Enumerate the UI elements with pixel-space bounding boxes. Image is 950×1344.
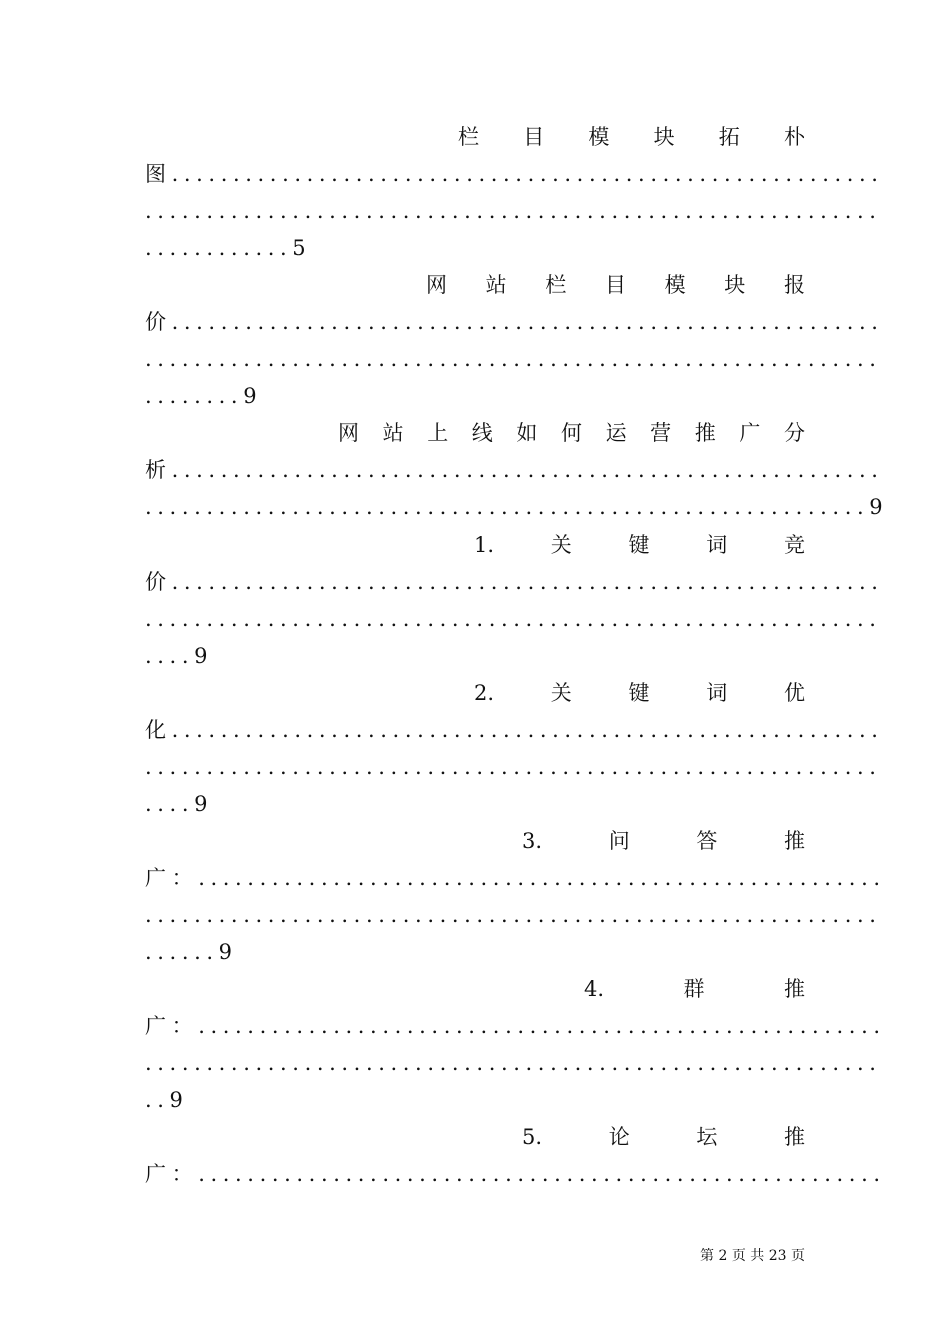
toc-page-number-line: ........9: [145, 384, 263, 408]
toc-entry-title: [338, 418, 805, 448]
title-char: 朴: [783, 125, 805, 149]
toc-entry-title: [584, 974, 805, 1004]
title-char: 何: [560, 421, 582, 445]
title-char: 栏: [545, 273, 567, 297]
title-char: 目: [604, 273, 626, 297]
title-char: 拓: [718, 125, 740, 149]
toc-entry-title: [426, 270, 805, 300]
toc-leader-line: ............................................................: [145, 755, 882, 779]
title-char: 4.: [584, 977, 605, 1001]
title-char: 如: [516, 421, 538, 445]
title-char: 词: [706, 533, 728, 557]
title-char: 目: [523, 125, 545, 149]
title-char: 群: [683, 977, 705, 1001]
title-char: 键: [628, 533, 650, 557]
toc-leader-line: 广：........................................................: [145, 1014, 886, 1038]
toc-leader-line: ............................................................: [145, 347, 882, 371]
title-char: 1.: [474, 533, 495, 557]
title-char: 推: [783, 829, 805, 853]
title-char: 答: [696, 829, 718, 853]
title-char: 模: [588, 125, 610, 149]
title-char: 块: [724, 273, 746, 297]
toc-leader-line: 价..........................................................: [145, 310, 884, 334]
title-char: 优: [783, 681, 805, 705]
title-char: 模: [664, 273, 686, 297]
toc-page-number-line: ............5: [145, 236, 312, 260]
toc-leader-line: 图..........................................................: [145, 162, 884, 186]
toc-leader-line: ............................................................: [145, 607, 882, 631]
toc-entry-title: [474, 530, 805, 560]
title-char: 线: [471, 421, 493, 445]
toc-leader-line: ............................................................: [145, 199, 882, 223]
toc-leader-line: 广：........................................................: [145, 866, 886, 890]
title-char: 营: [650, 421, 672, 445]
title-char: 问: [608, 829, 630, 853]
toc-page-number-line: ......9: [145, 940, 238, 964]
toc-entry-title: [474, 678, 805, 708]
title-char: 块: [653, 125, 675, 149]
toc-entry-title: [522, 826, 805, 856]
toc-leader-line: 化..........................................................: [145, 718, 884, 742]
toc-page-number-line: ....9: [145, 644, 214, 668]
title-char: 网: [338, 421, 359, 445]
title-char: 上: [427, 421, 449, 445]
title-char: 推: [783, 1125, 805, 1149]
title-char: 广: [739, 421, 761, 445]
title-char: 网: [426, 273, 447, 297]
title-char: 键: [628, 681, 650, 705]
title-char: 栏: [458, 125, 479, 149]
title-char: 站: [485, 273, 507, 297]
toc-entry-title: [522, 1122, 805, 1152]
toc-page-number-line: ...........................................................9: [145, 495, 889, 519]
title-char: 5.: [522, 1125, 543, 1149]
title-char: 3.: [522, 829, 543, 853]
toc-leader-line: 价..........................................................: [145, 570, 884, 594]
toc-page-number-line: ..9: [145, 1088, 189, 1112]
toc-leader-line: 析..........................................................: [145, 458, 884, 482]
title-char: 运: [605, 421, 627, 445]
toc-entry-title: [458, 122, 805, 152]
title-char: 分: [783, 421, 805, 445]
toc-page-number-line: ....9: [145, 792, 214, 816]
title-char: 2.: [474, 681, 495, 705]
title-char: 竞: [783, 533, 805, 557]
toc-leader-line: 广：........................................................: [145, 1162, 886, 1186]
title-char: 坛: [696, 1125, 718, 1149]
title-char: 关: [550, 681, 572, 705]
toc-leader-line: ............................................................: [145, 1051, 882, 1075]
title-char: 推: [783, 977, 805, 1001]
toc-leader-line: ............................................................: [145, 903, 882, 927]
title-char: 关: [550, 533, 572, 557]
title-char: 推: [694, 421, 716, 445]
title-char: 词: [706, 681, 728, 705]
title-char: 站: [382, 421, 404, 445]
title-char: 论: [608, 1125, 630, 1149]
page-footer: 第 2 页 共 23 页: [700, 1248, 805, 1264]
title-char: 报: [783, 273, 805, 297]
